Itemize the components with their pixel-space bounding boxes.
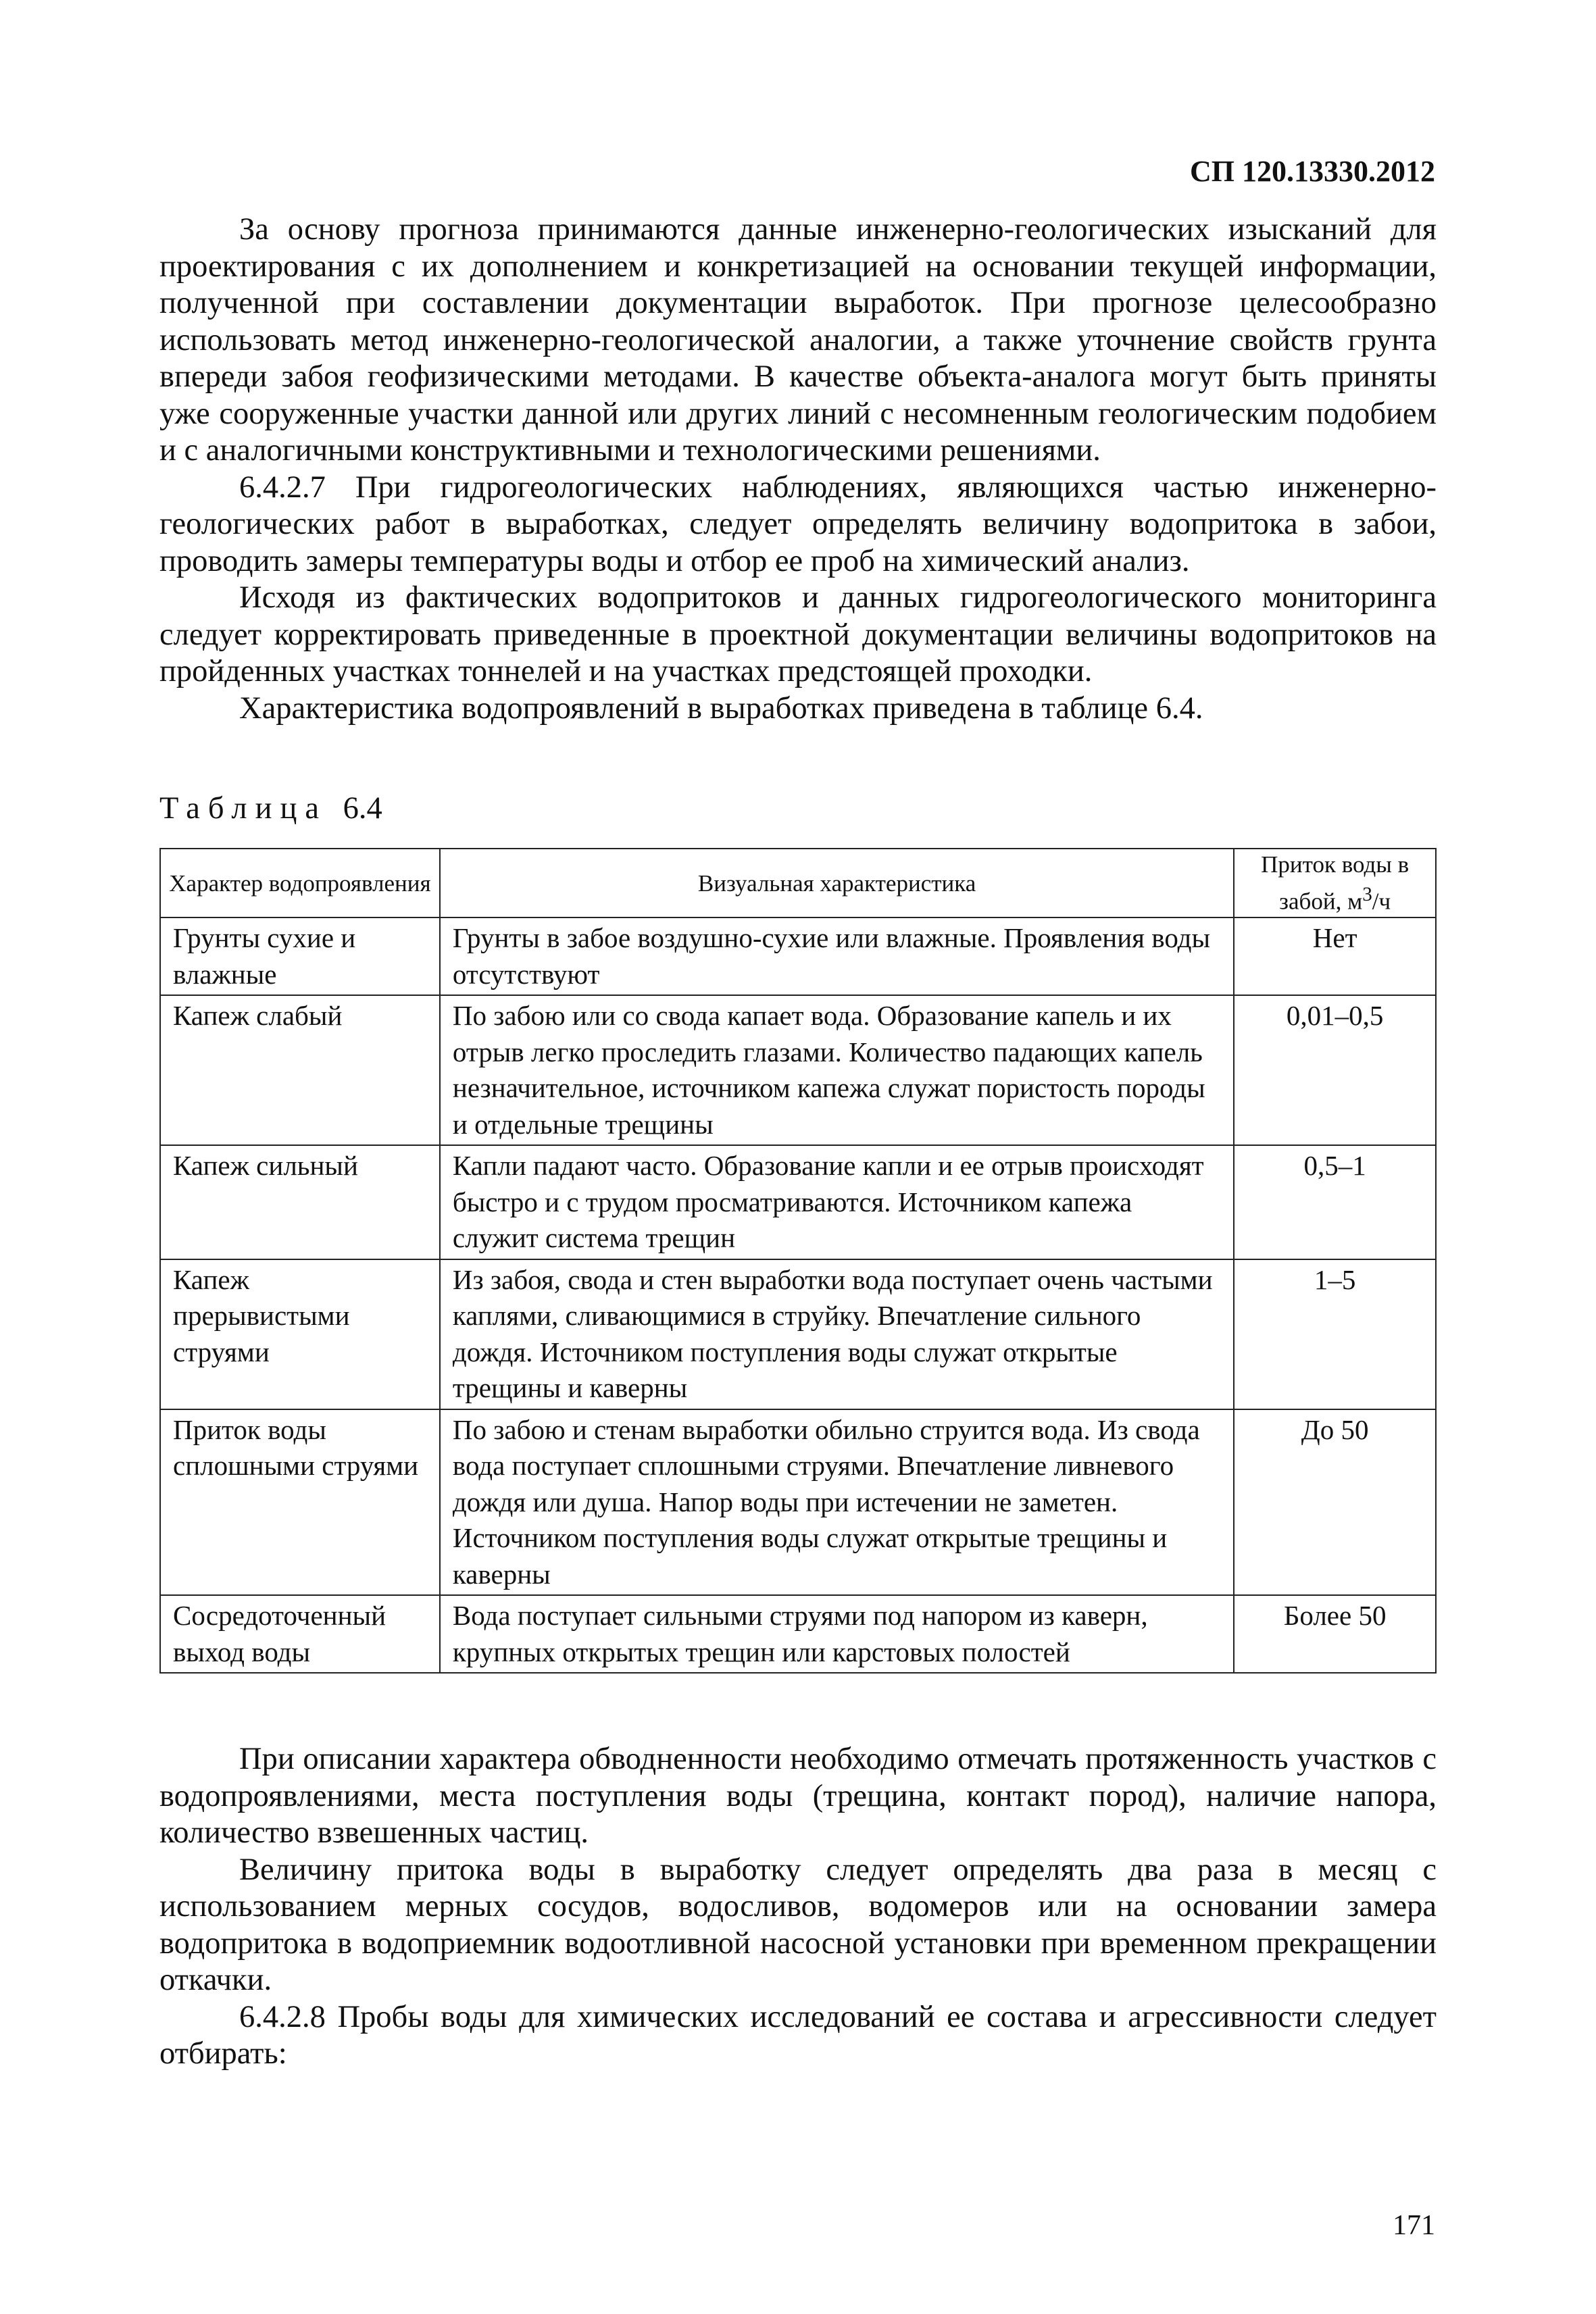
paragraph-flooding-description: При описании характера обводненности необходимо отмечать протяженность участков с водопроявлениями, места поступления воды (трещина, контакт пород), наличие напора, количество взвешенных частиц. — [159, 1742, 1437, 1850]
cell-inflow: 0,5–1 — [1234, 1145, 1436, 1259]
cell-inflow: 0,01–0,5 — [1234, 995, 1436, 1145]
paragraph-6-4-2-8: 6.4.2.8 Пробы воды для химических исследований ее состава и агрессивности следует отбирать: — [159, 1999, 1437, 2071]
cell-description: Капли падают часто. Образование капли и ее отрыв происходят быстро и с трудом просматриваются. Источником капежа служит система трещин — [440, 1145, 1234, 1259]
cell-type: Приток воды сплошными струями — [160, 1409, 440, 1596]
header-inflow-text: Приток воды в забой, м — [1261, 851, 1410, 915]
table-caption-word: Таблица — [159, 791, 327, 826]
paragraph-6-4-2-7: 6.4.2.7 При гидрогеологических наблюдениях, являющихся частью инженерно-геологических работ в выработках, следует определять величину водопритока в забои, проводить замеры температуры воды и отбор ее проб на химический анализ. — [159, 470, 1437, 578]
header-visual-description: Визуальная характеристика — [440, 849, 1234, 917]
cell-inflow: Нет — [1234, 917, 1436, 995]
cell-type: Капеж прерывистыми струями — [160, 1259, 440, 1409]
paragraph-inflow-measurement: Величину притока воды в выработку следует определять два раза в месяц с использованием мерных сосудов, водосливов, водомеров или на основании замера водопритока в водоприемник водоотливной насосной установки при временном прекращении откачки. — [159, 1852, 1437, 1997]
cell-description: Вода поступает сильными струями под напором из каверн, крупных открытых трещин или карстовых полостей — [440, 1595, 1234, 1673]
cell-inflow: 1–5 — [1234, 1259, 1436, 1409]
table-caption-number: 6.4 — [343, 791, 382, 826]
table-row — [160, 1409, 1436, 1596]
cell-description: По забою и стенам выработки обильно струится вода. Из свода вода поступает сплошными струями. Впечатление ливневого дождя или душа. Напор воды при истечении не заметен. Источником поступления воды служат открытые трещины и каверны — [440, 1409, 1234, 1596]
header-water-inflow — [1234, 849, 1436, 917]
header-inflow-superscript: 3 — [1362, 884, 1372, 906]
table-row — [160, 1595, 1436, 1673]
paragraph-table-reference: Характеристика водопроявлений в выработках приведена в таблице 6.4. — [239, 690, 1203, 726]
document-code: СП 120.13330.2012 — [1190, 155, 1435, 188]
table-row — [160, 995, 1436, 1145]
table-header-row — [160, 849, 1436, 917]
page-number: 171 — [1393, 2210, 1435, 2241]
table-caption — [159, 790, 382, 826]
paragraph-forecast-basis: За основу прогноза принимаются данные инженерно-геологических изысканий для проектирования с их дополнением и конкретизацией на основании текущей информации, полученной при составлении документации выработок. При прогнозе целесообразно использовать метод инженерно-геологической аналогии, а также уточнение свойств грунта впереди забоя геофизическими методами. В качестве объекта-аналога могут быть приняты уже сооруженные участки данной или других линий с несомненным геологическим подобием и с аналогичными конструктивными и технологическими решениями. — [159, 212, 1437, 468]
cell-description: По забою или со свода капает вода. Образование капель и их отрыв легко проследить глазами. Количество падающих капель незначительное, источником капежа служат пористость породы и отдельные трещины — [440, 995, 1234, 1145]
table-row — [160, 917, 1436, 995]
cell-type: Капеж слабый — [160, 995, 440, 1145]
header-inflow-unit: /ч — [1372, 888, 1391, 915]
cell-inflow: Более 50 — [1234, 1595, 1436, 1673]
cell-type: Сосредоточенный выход воды — [160, 1595, 440, 1673]
header-manifestation-type: Характер водопроявления — [160, 849, 440, 917]
cell-inflow: До 50 — [1234, 1409, 1436, 1596]
cell-description: Из забоя, свода и стен выработки вода поступает очень частыми каплями, сливающимися в струйку. Впечатление сильного дождя. Источником поступления воды служат открытые трещины и каверны — [440, 1259, 1234, 1409]
cell-description: Грунты в забое воздушно-сухие или влажные. Проявления воды отсутствуют — [440, 917, 1234, 995]
closing-section — [159, 1741, 1437, 2073]
cell-type: Капеж сильный — [160, 1145, 440, 1259]
table-row — [160, 1259, 1436, 1409]
water-manifestation-table — [159, 848, 1437, 1674]
paragraph-inflow-correction: Исходя из фактических водопритоков и данных гидрогеологического мониторинга следует корректировать приведенные в проектной документации величины водопритоков на пройденных участках тоннелей и на участках предстоящей проходки. — [159, 580, 1437, 688]
intro-section — [159, 211, 1437, 727]
table-row — [160, 1145, 1436, 1259]
cell-type: Грунты сухие и влажные — [160, 917, 440, 995]
